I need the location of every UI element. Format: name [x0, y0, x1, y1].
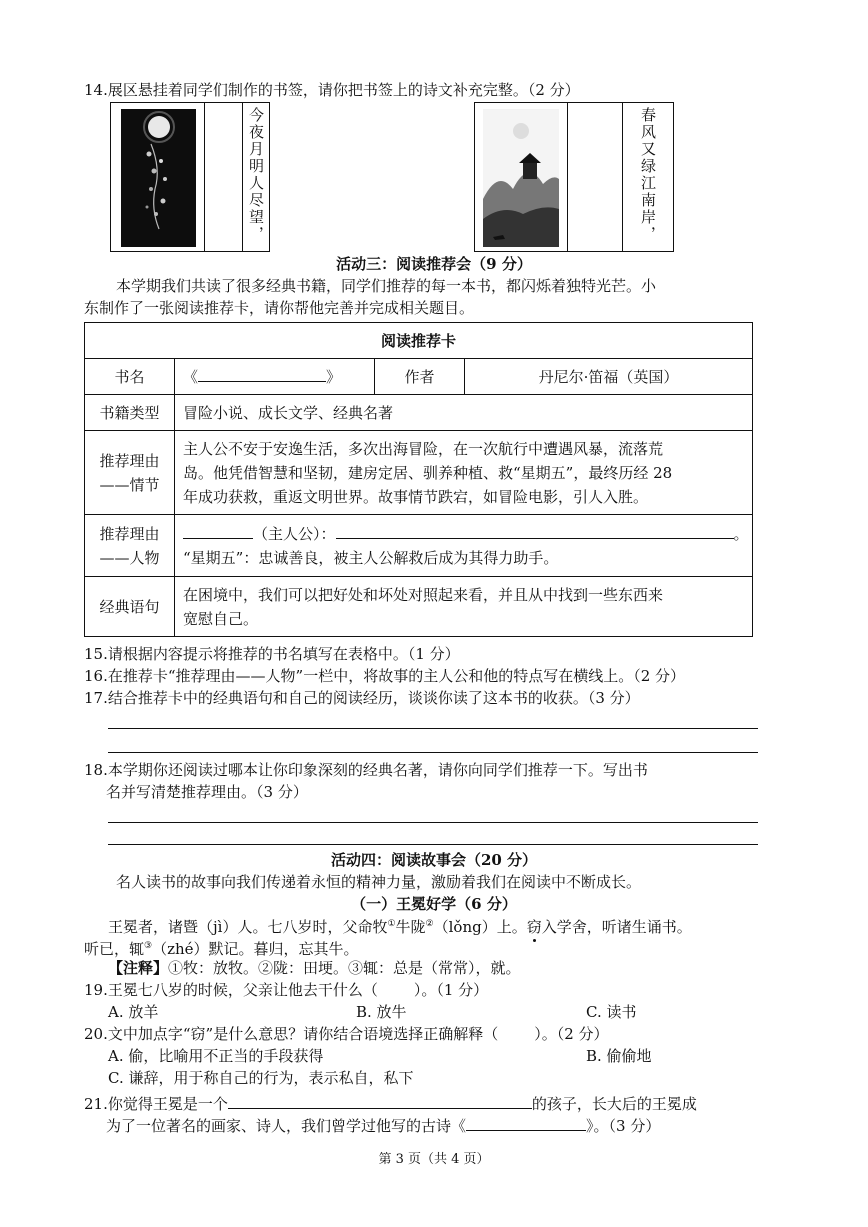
card-title: 阅读推荐卡 [85, 323, 753, 359]
question-14: 14.展区悬挂着同学们制作的书签，请你把书签上的诗文补充完整。（2 分） [84, 81, 580, 99]
activity-3-title: 活动三：阅读推荐会（9 分） [336, 255, 532, 273]
question-21-line-1: 21.你觉得王冕是一个 的孩子，长大后的王冕成 [84, 1092, 697, 1114]
question-17: 17.结合推荐卡中的经典语句和自己的阅读经历，谈谈你读了这本书的收获。（3 分） [84, 689, 640, 707]
bookmark-2-verse: 春风又绿江南岸， [639, 107, 657, 243]
character-text: （主人公）： 。 “星期五”：忠诚善良，被主人公解救后成为其得力助手。 [175, 515, 753, 577]
quote-label: 经典语句 [85, 577, 175, 637]
annotation: 【注释】①牧：放牧。②陇：田埂。③辄：总是（常常），就。 [108, 959, 521, 977]
reading-recommendation-card [84, 322, 753, 637]
answer-line-18b[interactable] [108, 844, 758, 845]
character-label: 推荐理由 ——人物 [85, 515, 175, 577]
plot-label: 推荐理由 ——情节 [85, 431, 175, 515]
question-15: 15.请根据内容提示将推荐的书名填写在表格中。（1 分） [84, 645, 460, 663]
bookmark-landscape-image [483, 109, 559, 247]
bookmark-2-blank[interactable] [567, 103, 622, 251]
book-name-label: 书名 [85, 359, 175, 395]
dotted-character: 窃 [526, 918, 542, 936]
question-20: 20.文中加点字“窃”是什么意思？请你结合语境选择正确解释（ ）。（2 分） [84, 1025, 609, 1043]
question-18-line-2: 名并写清楚推荐理由。（3 分） [106, 783, 308, 801]
option-19-a: A. 放羊 [108, 1003, 159, 1021]
option-20-b: B. 偷偷地 [586, 1047, 652, 1065]
bookmark-1 [110, 102, 270, 252]
book-type-label: 书籍类型 [85, 395, 175, 431]
page-footer: 第 3 页（共 4 页） [378, 1152, 490, 1167]
question-21-line-2: 为了一位著名的画家、诗人，我们曾学过他写的古诗《 》。（3 分） [106, 1114, 660, 1136]
activity-4-title: 活动四：阅读故事会（20 分） [330, 851, 538, 869]
answer-line-17a[interactable] [108, 728, 758, 729]
question-16: 16.在推荐卡“推荐理由——人物”一栏中，将故事的主人公和他的特点写在横线上。（2 分） [84, 667, 686, 685]
answer-blank-21b[interactable] [466, 1114, 586, 1131]
author-value: 丹尼尔·笛福（英国） [465, 359, 753, 395]
answer-line-18a[interactable] [108, 822, 758, 823]
activity-3-intro-2: 东制作了一张阅读推荐卡，请你帮他完善并完成相关题目。 [84, 299, 475, 317]
answer-line-17b[interactable] [108, 752, 758, 753]
passage-line-2: 听已，辄③（zhé）默记。暮归，忘其牛。 [84, 940, 359, 958]
bookmark-moon-image [121, 109, 196, 247]
book-type-value: 冒险小说、成长文学、经典名著 [175, 395, 753, 431]
bookmark-1-blank[interactable] [204, 103, 242, 251]
activity-3-intro-1: 本学期我们共读了很多经典书籍，同学们推荐的每一本书，都闪烁着独特光芒。小 [116, 277, 657, 295]
activity-4-intro: 名人读书的故事向我们传递着永恒的精神力量，激励着我们在阅读中不断成长。 [116, 873, 642, 891]
section-1-title: （一）王冕好学（6 分） [351, 895, 517, 913]
bookmark-1-verse: 今夜月明人尽望， [246, 107, 265, 243]
question-19: 19.王冕七八岁的时候，父亲让他去干什么（ ）。（1 分） [84, 981, 489, 999]
question-18-line-1: 18.本学期你还阅读过哪本让你印象深刻的经典名著，请你向同学们推荐一下。写出书 [84, 761, 648, 779]
answer-blank-21a[interactable] [228, 1092, 532, 1109]
passage-line-1: 王冕者，诸暨（jì）人。七八岁时，父命牧①牛陇②（lǒng）上。窃入学舍，听诸生诵书。 [108, 918, 692, 936]
quote-text: 在困境中，我们可以把好处和坏处对照起来看，并且从中找到一些东西来 宽慰自己。 [175, 577, 753, 637]
plot-text: 主人公不安于安逸生活，多次出海冒险，在一次航行中遭遇风暴，流落荒 岛。他凭借智慧和坚韧，建房定居、驯养种植、救“星期五”，最终历经 28 年成功获救，重返文明世界。故事情节跌宕，如冒险电影，引人入胜。 [175, 431, 753, 515]
option-20-c: C. 谦辞，用于称自己的行为，表示私自，私下 [108, 1069, 414, 1087]
option-19-c: C. 读书 [586, 1003, 637, 1021]
protagonist-trait-blank[interactable] [336, 522, 734, 539]
option-20-a: A. 偷，比喻用不正当的手段获得 [108, 1047, 324, 1065]
bookmark-2 [474, 102, 674, 252]
book-name-blank[interactable] [198, 365, 326, 382]
book-name-cell: 《 》 [175, 359, 375, 395]
author-label: 作者 [375, 359, 465, 395]
protagonist-name-blank[interactable] [183, 522, 253, 539]
option-19-b: B. 放牛 [356, 1003, 407, 1021]
